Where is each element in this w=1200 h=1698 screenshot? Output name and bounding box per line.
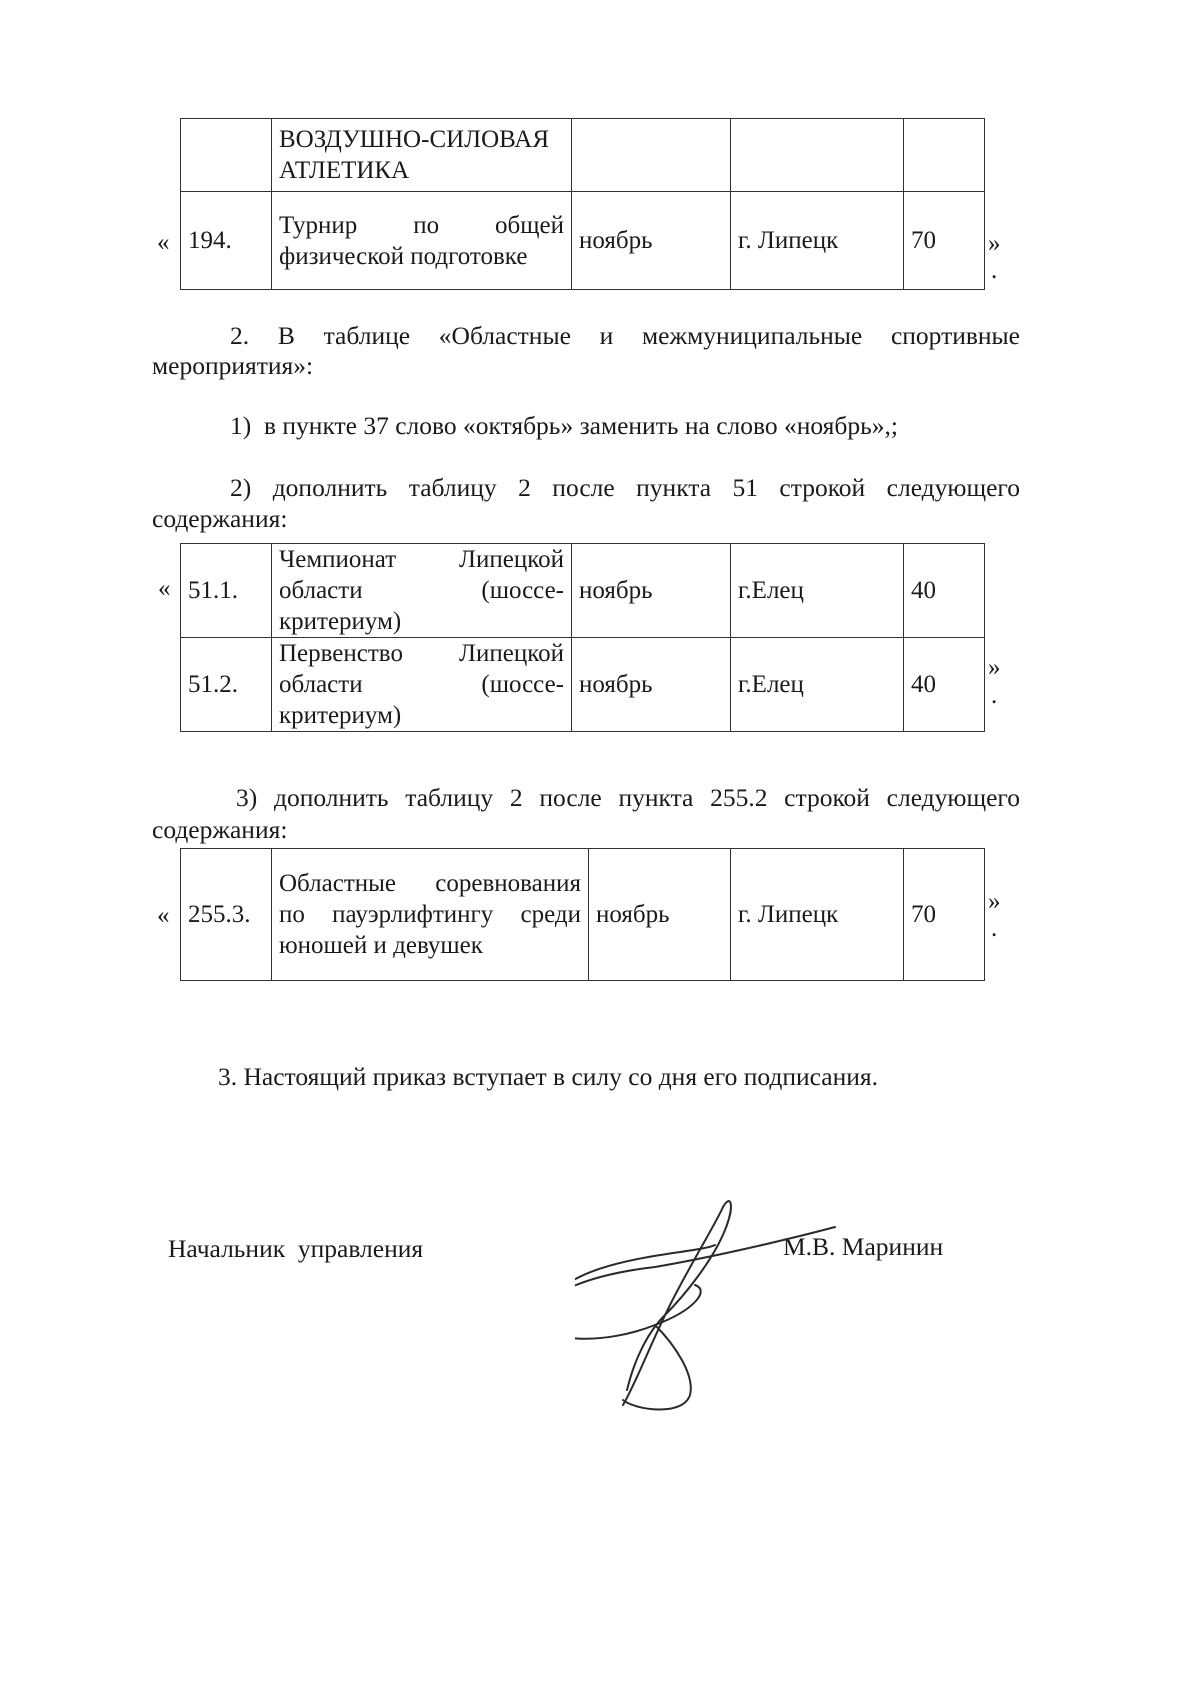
item-2-3-line-1: 3) дополнить таблицу 2 после пункта 255.2 строкой следующего [236,783,1020,812]
event-name [272,849,589,981]
item-number: 51.1. [181,544,272,638]
event-name-line: физической подготовке [279,242,528,270]
participants-count: 40 [904,544,985,638]
open-quote-mark: « [157,902,170,929]
item-2-line-2: мероприятия»: [152,351,314,380]
close-quote-mark: » [988,654,1001,681]
event-place: г. Липецк [731,849,904,981]
event-name [272,544,572,638]
item-number: 51.2. [181,638,272,732]
item-2-2-line-1: 2) дополнить таблицу 2 после пункта 51 строкой следующего [230,473,1020,502]
event-month: ноябрь [572,544,731,638]
item-2-1-text: 1) в пункте 37 слово «октябрь» заменить на слово «ноябрь»,; [230,411,898,440]
event-place: г.Елец [731,544,904,638]
item-2-line-1: 2. В таблице «Областные и межмуниципальные спортивные [230,321,1020,350]
table-cell [904,119,985,192]
event-month: ноябрь [572,638,731,732]
signer-name: М.В. Маринин [783,1232,944,1261]
event-name-line: Областные соревнования [279,870,581,897]
participants-count: 70 [904,849,985,981]
event-name-line: критериум) [279,702,402,729]
event-name-line: области (шоссе- [279,577,564,604]
close-quote-mark: » [988,888,1001,915]
item-2-3-line-2: содержания: [152,815,288,844]
close-quote-mark: » [988,230,1001,257]
event-name-line: Первенство Липецкой [279,640,564,667]
table-cell [181,119,272,192]
sports-table-3 [180,848,985,981]
section-heading: ВОЗДУШНО-СИЛОВАЯ АТЛЕТИКА [272,119,572,192]
event-month: ноябрь [589,849,731,981]
sports-table-2 [180,543,985,732]
signer-position: Начальник управления [168,1234,424,1263]
participants-count: 70 [904,192,985,290]
open-quote-mark: « [158,575,171,602]
item-number: 194. [181,192,272,290]
event-place: г. Липецк [731,192,904,290]
closing-dot: . [991,257,998,284]
event-name [272,192,572,290]
open-quote-mark: « [157,229,170,256]
event-place: г.Елец [731,638,904,732]
event-month: ноябрь [572,192,731,290]
closing-dot: . [991,682,998,709]
item-number: 255.3. [181,849,272,981]
table-cell [731,119,904,192]
table-row [181,544,985,638]
item-3-text: 3. Настоящий приказ вступает в силу со дня его подписания. [218,1062,878,1091]
event-name-line: по пауэрлифтингу среди [279,901,581,928]
table-cell [572,119,731,192]
table-row [181,849,985,981]
sports-table-1 [180,118,985,290]
event-name [272,638,572,732]
event-name-line: Турнир по общей [279,211,564,239]
table-row [181,638,985,732]
event-name-line: юношей и девушек [279,932,483,959]
handwritten-signature [575,1195,905,1435]
table-row [181,119,985,192]
participants-count: 40 [904,638,985,732]
event-name-line: критериум) [279,608,402,635]
event-name-line: Чемпионат Липецкой [279,546,564,573]
closing-dot: . [991,915,998,942]
event-name-line: области (шоссе- [279,671,564,698]
table-row [181,192,985,290]
item-2-2-line-2: содержания: [152,504,288,533]
